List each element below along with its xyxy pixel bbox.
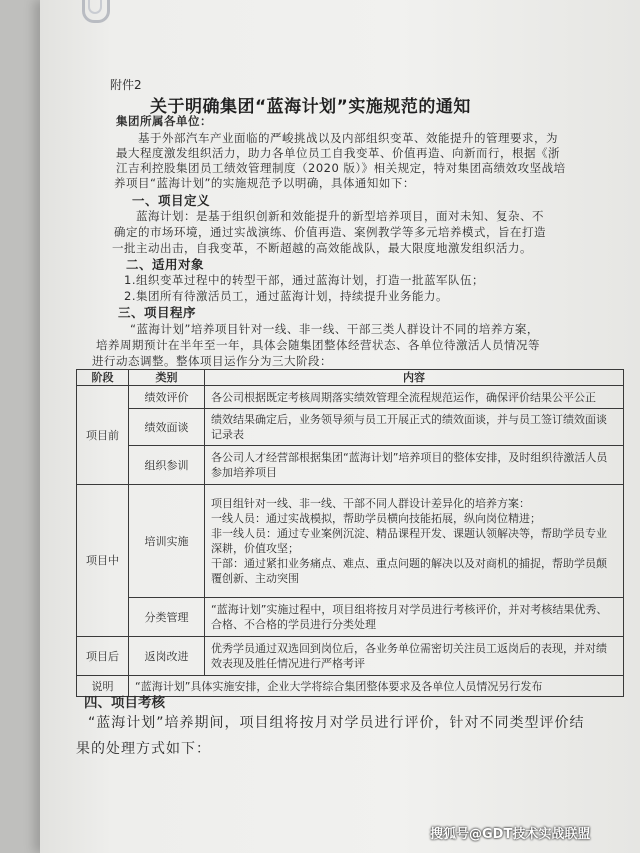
category-cell: 返岗改进	[129, 637, 205, 676]
phase-cell: 项目前	[77, 386, 129, 485]
table-header: 类别	[129, 370, 205, 386]
category-cell: 培训实施	[129, 485, 205, 598]
definition-line: 蓝海计划：是基于组织创新和效能提升的新型培养项目，面对未知、复杂、不	[136, 209, 544, 223]
procedure-line: 进行动态调整。整体项目运作分为三大阶段：	[92, 354, 332, 368]
intro-line: 基于外部汽车产业面临的严峻挑战以及内部组织变革、效能提升的管理要求，为	[138, 131, 558, 145]
category-cell: 分类管理	[129, 598, 205, 637]
definition-line: 一批主动出击，自我变革，不断超越的高效能战队，最大限度地激发组织活力。	[112, 241, 532, 255]
content-cell: 绩效结果确定后，业务领导须与员工开展正式的绩效面谈，并与员工签订绩效面谈记录表	[205, 409, 624, 446]
intro-line: 最大程度激发组织活力，助力各单位员工自我变革、价值再造、向新而行，根据《浙	[116, 146, 560, 160]
program-phase-table	[76, 369, 624, 697]
assessment-line: 果的处理方式如下：	[76, 741, 211, 757]
target-line: 2.集团所有待激活员工，通过蓝海计划，持续提升业务能力。	[124, 289, 448, 303]
table-row	[77, 446, 624, 485]
table-header: 内容	[205, 370, 624, 386]
document-title: 关于明确集团“蓝海计划”实施规范的通知	[150, 97, 471, 117]
section-heading-definition: 一、项目定义	[132, 193, 211, 208]
content-line: 一线人员：通过实战模拟，帮助学员横向技能拓展，纵向岗位精进；	[211, 512, 541, 525]
section-heading-targets: 二、适用对象	[126, 257, 205, 272]
target-line: 1.组织变革过程中的转型干部，通过蓝海计划，打造一批蓝军队伍；	[124, 273, 484, 287]
content-cell: 优秀学员通过双选回到岗位后，各业务单位需密切关注员工返岗后的表现，并对绩效表现及胜任情况进行严格考评	[205, 637, 624, 676]
intro-line: 江吉利控股集团员工绩效管理制度（2020 版）》相关规定，特对集团高绩效攻坚战培	[116, 161, 566, 175]
content-line: 干部：通过紧扣业务痛点、难点、重点问题的解决以及对商机的捕捉，帮助学员颠覆创新、主动突围	[211, 557, 607, 585]
table-header-row	[77, 370, 624, 386]
note-cell: “蓝海计划”具体实施安排，企业大学将综合集团整体要求及各单位人员情况另行发布	[129, 676, 624, 697]
definition-line: 确定的市场环境，通过实战演练、价值再造、案例教学等多元培养模式，旨在打造	[114, 225, 546, 239]
phase-cell: 项目后	[77, 637, 129, 676]
content-line: 项目组针对一线、非一线、干部不同人群设计差异化的培养方案：	[211, 497, 530, 510]
section-heading-procedure: 三、项目程序	[118, 305, 197, 320]
content-cell: “蓝海计划”实施过程中，项目组将按月对学员进行考核评价，并对考核结果优秀、合格、不合格的学员进行分类处理	[205, 598, 624, 637]
paper-clip-inner	[88, 0, 102, 14]
procedure-line: 培养周期预计在半年至一年，具体会随集团整体经营状态、各单位待激活人员情况等	[96, 338, 540, 352]
table-row	[77, 409, 624, 446]
procedure-line: “蓝海计划”培养项目针对一线、非一线、干部三类人群设计不同的培养方案，	[130, 322, 539, 336]
intro-line: 养项目“蓝海计划”的实施规范予以明确，具体通知如下：	[114, 176, 415, 190]
content-cell	[205, 485, 624, 598]
table-header: 阶段	[77, 370, 129, 386]
phase-cell: 说明	[77, 676, 129, 697]
category-cell: 绩效评价	[129, 386, 205, 409]
table-row	[77, 598, 624, 637]
salutation: 集团所属各单位：	[116, 114, 212, 128]
content-cell: 各公司人才经营部根据集团“蓝海计划”培养项目的整体安排，及时组织待激活人员参加培养项目	[205, 446, 624, 485]
attachment-label: 附件2	[110, 78, 142, 92]
content-line: 非一线人员：通过专业案例沉淀、精品课程开发、课题认领解决等，帮助学员专业深耕，价值攻坚；	[211, 527, 607, 555]
assessment-line: “蓝海计划”培养期间，项目组将按月对学员进行评价，针对不同类型评价结	[88, 715, 585, 731]
section-heading-assessment: 四、项目考核	[84, 695, 165, 711]
content-cell: 各公司根据既定考核周期落实绩效管理全流程规范运作，确保评价结果公平公正	[205, 386, 624, 409]
phase-cell: 项目中	[77, 485, 129, 637]
category-cell: 绩效面谈	[129, 409, 205, 446]
table-row	[77, 637, 624, 676]
watermark: 搜狐号@GDT技术实战联盟	[430, 827, 591, 842]
category-cell: 组织参训	[129, 446, 205, 485]
table-row	[77, 386, 624, 409]
table-row	[77, 485, 624, 598]
